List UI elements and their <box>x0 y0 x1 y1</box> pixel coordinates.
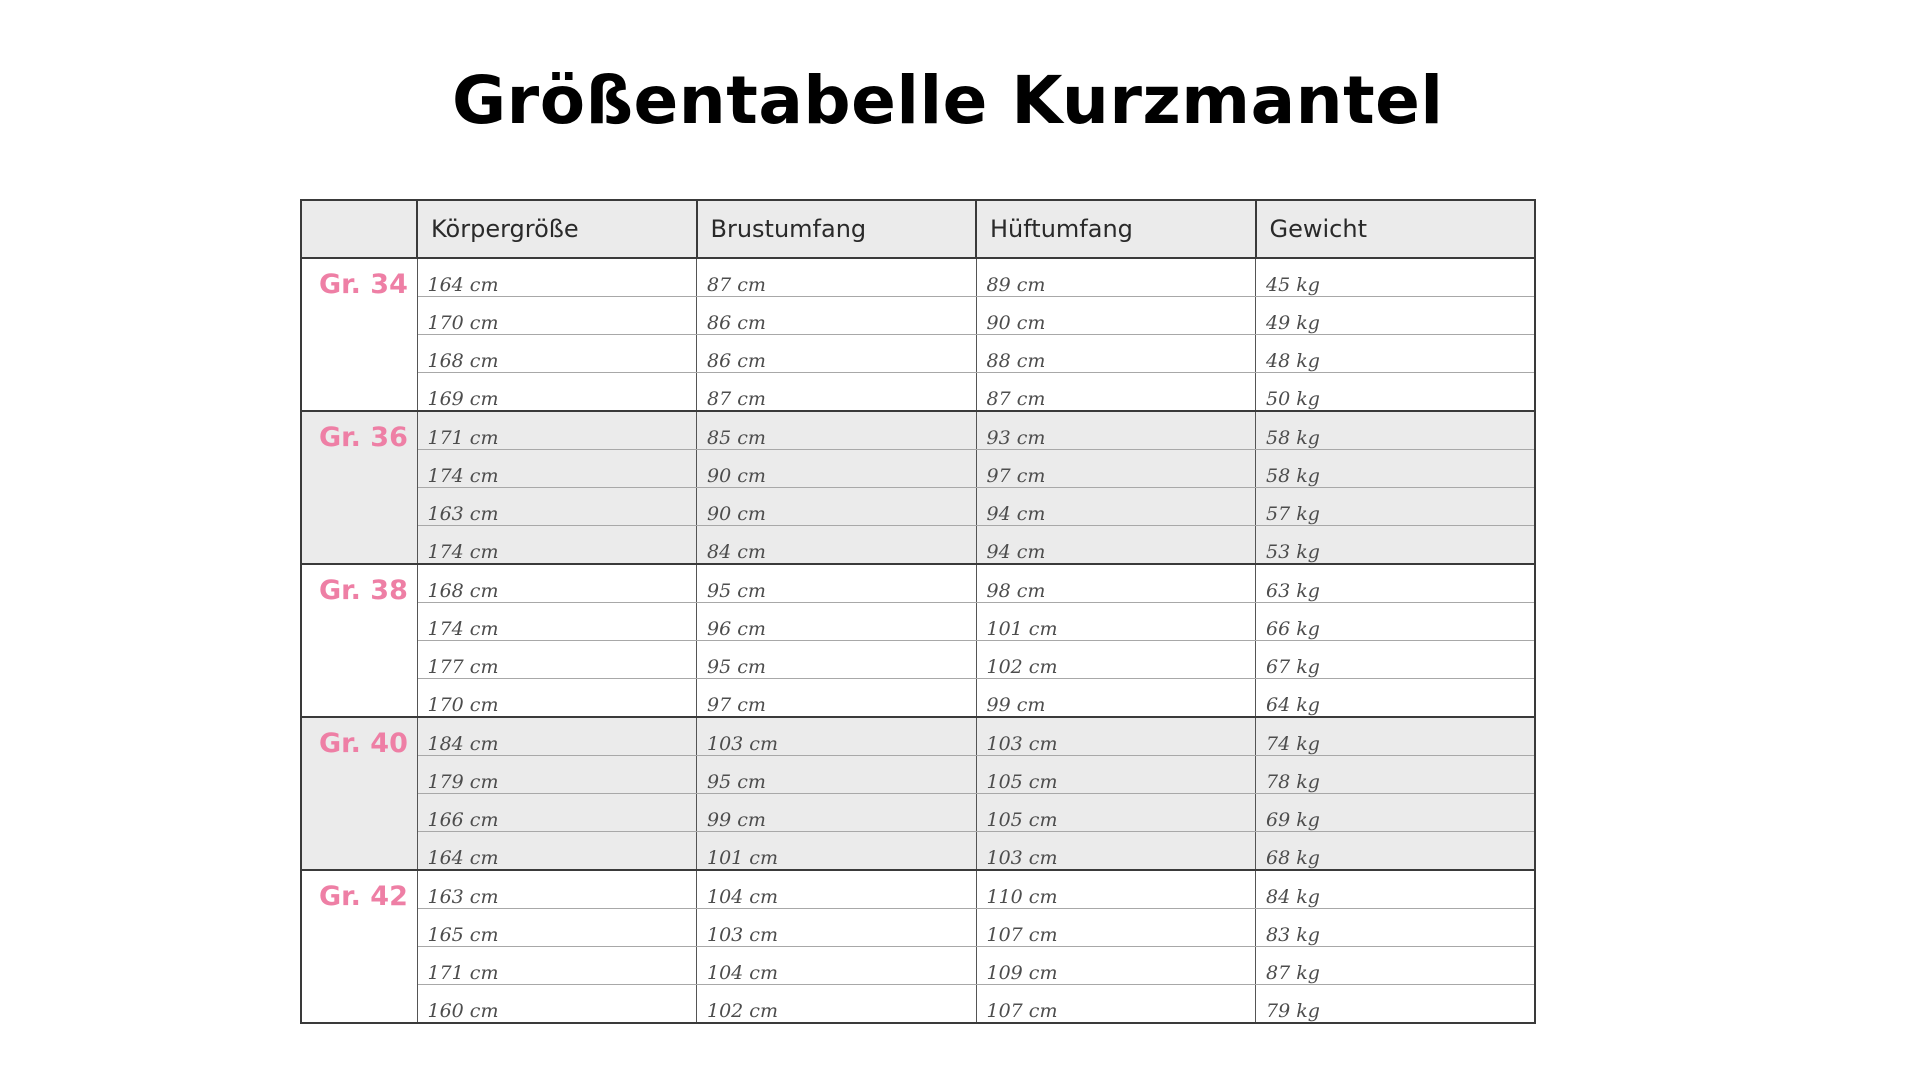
table-row <box>301 832 1535 871</box>
chest-cell: 87 cm <box>697 258 977 297</box>
table-row <box>301 641 1535 679</box>
weight-cell: 57 kg <box>1256 488 1536 526</box>
hip-cell: 89 cm <box>976 258 1256 297</box>
table-row <box>301 870 1535 909</box>
weight-cell: 50 kg <box>1256 373 1536 412</box>
height-cell: 163 cm <box>417 870 697 909</box>
size-label: Gr. 34 <box>301 258 417 411</box>
chest-cell: 97 cm <box>697 679 977 718</box>
header-cell-hip: Hüftumfang <box>976 200 1256 258</box>
weight-cell: 64 kg <box>1256 679 1536 718</box>
height-cell: 168 cm <box>417 564 697 603</box>
hip-cell: 110 cm <box>976 870 1256 909</box>
weight-cell: 78 kg <box>1256 756 1536 794</box>
chest-cell: 103 cm <box>697 717 977 756</box>
weight-cell: 84 kg <box>1256 870 1536 909</box>
header-cell-size <box>301 200 417 258</box>
hip-cell: 94 cm <box>976 488 1256 526</box>
table-row <box>301 258 1535 297</box>
size-group <box>301 258 1535 411</box>
height-cell: 174 cm <box>417 526 697 565</box>
hip-cell: 87 cm <box>976 373 1256 412</box>
table-row <box>301 526 1535 565</box>
header-cell-height: Körpergröße <box>417 200 697 258</box>
chest-cell: 84 cm <box>697 526 977 565</box>
chest-cell: 87 cm <box>697 373 977 412</box>
table-row <box>301 373 1535 412</box>
chest-cell: 102 cm <box>697 985 977 1024</box>
height-cell: 165 cm <box>417 909 697 947</box>
height-cell: 166 cm <box>417 794 697 832</box>
weight-cell: 53 kg <box>1256 526 1536 565</box>
hip-cell: 109 cm <box>976 947 1256 985</box>
hip-cell: 107 cm <box>976 909 1256 947</box>
weight-cell: 74 kg <box>1256 717 1536 756</box>
header-cell-chest: Brustumfang <box>697 200 977 258</box>
weight-cell: 67 kg <box>1256 641 1536 679</box>
chest-cell: 86 cm <box>697 297 977 335</box>
weight-cell: 63 kg <box>1256 564 1536 603</box>
weight-cell: 69 kg <box>1256 794 1536 832</box>
weight-cell: 68 kg <box>1256 832 1536 871</box>
hip-cell: 103 cm <box>976 832 1256 871</box>
chest-cell: 90 cm <box>697 450 977 488</box>
table-row <box>301 947 1535 985</box>
size-label: Gr. 40 <box>301 717 417 870</box>
table-row <box>301 335 1535 373</box>
chest-cell: 96 cm <box>697 603 977 641</box>
hip-cell: 98 cm <box>976 564 1256 603</box>
hip-cell: 101 cm <box>976 603 1256 641</box>
height-cell: 184 cm <box>417 717 697 756</box>
table-row <box>301 411 1535 450</box>
height-cell: 177 cm <box>417 641 697 679</box>
hip-cell: 93 cm <box>976 411 1256 450</box>
height-cell: 164 cm <box>417 832 697 871</box>
size-group <box>301 411 1535 564</box>
weight-cell: 58 kg <box>1256 450 1536 488</box>
weight-cell: 58 kg <box>1256 411 1536 450</box>
table-row <box>301 603 1535 641</box>
hip-cell: 88 cm <box>976 335 1256 373</box>
hip-cell: 99 cm <box>976 679 1256 718</box>
table-row <box>301 717 1535 756</box>
height-cell: 174 cm <box>417 450 697 488</box>
chest-cell: 95 cm <box>697 756 977 794</box>
size-group <box>301 717 1535 870</box>
table-header <box>301 200 1535 258</box>
weight-cell: 87 kg <box>1256 947 1536 985</box>
chest-cell: 85 cm <box>697 411 977 450</box>
height-cell: 164 cm <box>417 258 697 297</box>
chest-cell: 95 cm <box>697 641 977 679</box>
chest-cell: 90 cm <box>697 488 977 526</box>
hip-cell: 94 cm <box>976 526 1256 565</box>
table-row <box>301 488 1535 526</box>
size-label: Gr. 36 <box>301 411 417 564</box>
height-cell: 179 cm <box>417 756 697 794</box>
hip-cell: 107 cm <box>976 985 1256 1024</box>
height-cell: 174 cm <box>417 603 697 641</box>
table-row <box>301 985 1535 1024</box>
chest-cell: 99 cm <box>697 794 977 832</box>
weight-cell: 79 kg <box>1256 985 1536 1024</box>
height-cell: 169 cm <box>417 373 697 412</box>
hip-cell: 102 cm <box>976 641 1256 679</box>
size-group <box>301 564 1535 717</box>
height-cell: 168 cm <box>417 335 697 373</box>
chest-cell: 86 cm <box>697 335 977 373</box>
table-row <box>301 756 1535 794</box>
weight-cell: 48 kg <box>1256 335 1536 373</box>
chest-cell: 95 cm <box>697 564 977 603</box>
height-cell: 170 cm <box>417 679 697 718</box>
weight-cell: 66 kg <box>1256 603 1536 641</box>
size-group <box>301 870 1535 1023</box>
size-label: Gr. 38 <box>301 564 417 717</box>
header-cell-weight: Gewicht <box>1256 200 1536 258</box>
hip-cell: 105 cm <box>976 756 1256 794</box>
hip-cell: 90 cm <box>976 297 1256 335</box>
hip-cell: 97 cm <box>976 450 1256 488</box>
height-cell: 171 cm <box>417 947 697 985</box>
page-title: Größentabelle Kurzmantel <box>452 62 1444 139</box>
weight-cell: 83 kg <box>1256 909 1536 947</box>
height-cell: 170 cm <box>417 297 697 335</box>
table-row <box>301 794 1535 832</box>
table-row <box>301 909 1535 947</box>
size-label: Gr. 42 <box>301 870 417 1023</box>
chest-cell: 104 cm <box>697 947 977 985</box>
hip-cell: 103 cm <box>976 717 1256 756</box>
chest-cell: 103 cm <box>697 909 977 947</box>
table-row <box>301 679 1535 718</box>
size-chart-table <box>300 199 1536 1024</box>
chest-cell: 104 cm <box>697 870 977 909</box>
header-row <box>301 200 1535 258</box>
table-row <box>301 297 1535 335</box>
table-row <box>301 450 1535 488</box>
height-cell: 160 cm <box>417 985 697 1024</box>
height-cell: 163 cm <box>417 488 697 526</box>
chest-cell: 101 cm <box>697 832 977 871</box>
hip-cell: 105 cm <box>976 794 1256 832</box>
weight-cell: 49 kg <box>1256 297 1536 335</box>
weight-cell: 45 kg <box>1256 258 1536 297</box>
height-cell: 171 cm <box>417 411 697 450</box>
table-row <box>301 564 1535 603</box>
